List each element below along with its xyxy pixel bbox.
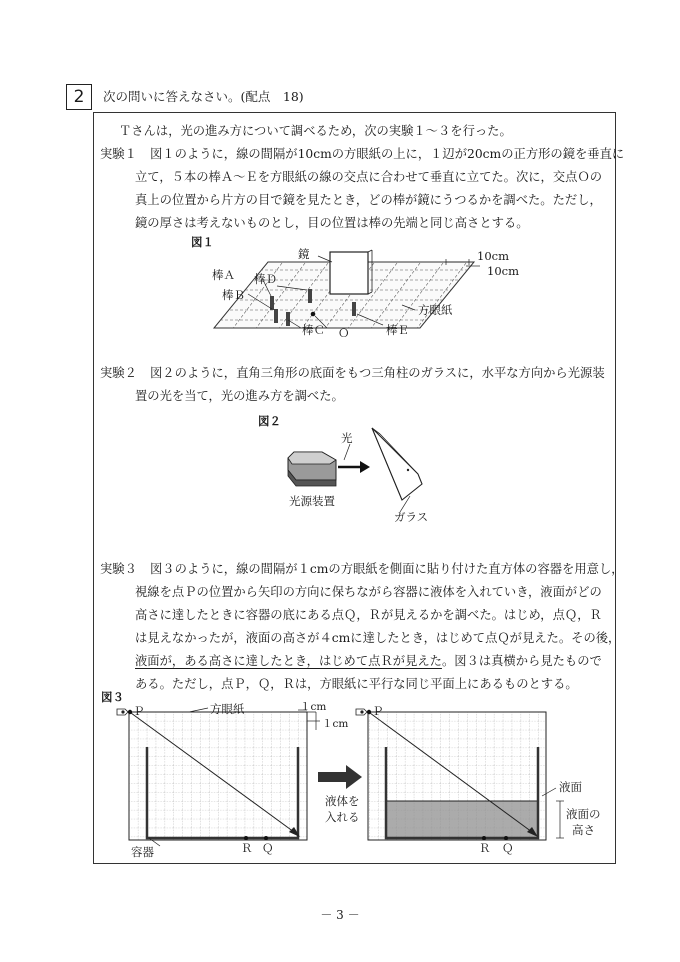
experiment3-label: 実験３ <box>100 562 137 576</box>
figure3-dim1: １cm <box>300 701 327 713</box>
figure3-surface-label: 液面 <box>559 780 582 794</box>
figure3-point-q-left: Ｑ <box>262 841 274 855</box>
figure1-rodB-label: 棒Ｂ <box>222 288 245 302</box>
figure3-pour-line2: 入れる <box>325 810 360 824</box>
experiment3-line6: ある。ただし，点Ｐ，Ｑ，Ｒは，方眼紙に平行な同じ平面上にあるものとする。 <box>135 677 578 691</box>
figure3-dim2: １cm <box>322 718 349 730</box>
experiment3-line1: 図３のように，線の間隔が１cmの方眼紙を側面に貼り付けた直方体の容器を用意し， <box>150 562 624 576</box>
figure1-mirror-label: 鏡 <box>298 247 310 261</box>
figure1-title: 図１ <box>191 235 214 249</box>
experiment3-line3: 高さに達したときに容器の底にある点Ｑ，Ｒが見えるかを調べた。はじめ，点Ｑ，Ｒ <box>135 608 602 622</box>
experiment1-line3: 真上の位置から片方の目で鏡を見たとき，どの棒が鏡にうつるかを調べた。ただし， <box>135 193 602 207</box>
figure1-paper-label: 方眼紙 <box>418 303 453 317</box>
figure3-point-p-left: Ｐ <box>133 704 145 718</box>
experiment1-line4: 鏡の厚さは考えないものとし，目の位置は棒の先端と同じ高さとする。 <box>135 216 529 230</box>
figure3-height-line1: 液面の <box>566 807 601 821</box>
figure3-point-p-right: Ｐ <box>372 704 384 718</box>
figure1-dim1: 10cm <box>477 249 509 263</box>
figure1-rodA-label: 棒Ａ <box>212 268 235 282</box>
experiment3-line4: は見えなかったが，液面の高さが４cmに達したとき，はじめて点Ｑが見えた。その後， <box>135 631 621 645</box>
experiment3-line2: 視線を点Ｐの位置から矢印の方向に保ちながら容器に液体を入れていき，液面がどの <box>135 585 602 599</box>
figure3-point-r-left: Ｒ <box>241 841 253 855</box>
figure3-paper-label: 方眼紙 <box>210 702 245 716</box>
figure1-rodD-label: 棒Ｄ <box>254 272 277 286</box>
figure3-container-label: 容器 <box>131 845 154 859</box>
figure1-rodC-label: 棒Ｃ <box>302 323 325 337</box>
figure2-title: 図２ <box>258 414 281 428</box>
figure2-glass-label: ガラス <box>394 510 429 524</box>
figure1-point-o-label: Ｏ <box>338 326 350 340</box>
page-number: － 3 － <box>320 908 360 922</box>
experiment3-line5-rest: 。図３は真横から見たもので <box>441 654 602 668</box>
experiment2-line1: 図２のように，直角三角形の底面をもつ三角柱のガラスに，水平な方向から光源装 <box>150 366 605 380</box>
experiment3-underlined-text: 液面が，ある高さに達したとき，はじめて点Ｒが見えた <box>135 654 442 668</box>
figure2-light-label: 光 <box>341 431 353 445</box>
figure3-height-line2: 高さ <box>572 823 595 837</box>
experiment2-label: 実験２ <box>100 366 137 380</box>
figure3-point-r-right: Ｒ <box>479 841 491 855</box>
experiment1-line1: 図１のように，線の間隔が10cmの方眼紙の上に，１辺が20cmの正方形の鏡を垂直に <box>150 147 625 161</box>
experiment2-line2: 置の光を当て，光の進み方を調べた。 <box>135 389 344 403</box>
figure3-point-q-right: Ｑ <box>502 841 514 855</box>
figure1-rodE-label: 棒Ｅ <box>386 323 409 337</box>
experiment1-label: 実験１ <box>100 147 137 161</box>
figure3-pour-line1: 液体を <box>325 794 360 808</box>
figure1-dim2: 10cm <box>487 264 519 278</box>
question-number: 2 <box>66 84 92 110</box>
question-title: 次の問いに答えなさい。(配点 18) <box>103 89 304 104</box>
figure3-title: 図３ <box>101 690 124 704</box>
experiment1-line2: 立て，５本の棒Ａ～Ｅを方眼紙の線の交点に合わせて垂直に立てた。次に，交点Ｏの <box>135 170 603 184</box>
intro-text: Ｔさんは，光の進み方について調べるため，次の実験１～３を行った。 <box>119 124 512 138</box>
figure2-device-label: 光源装置 <box>289 494 335 508</box>
